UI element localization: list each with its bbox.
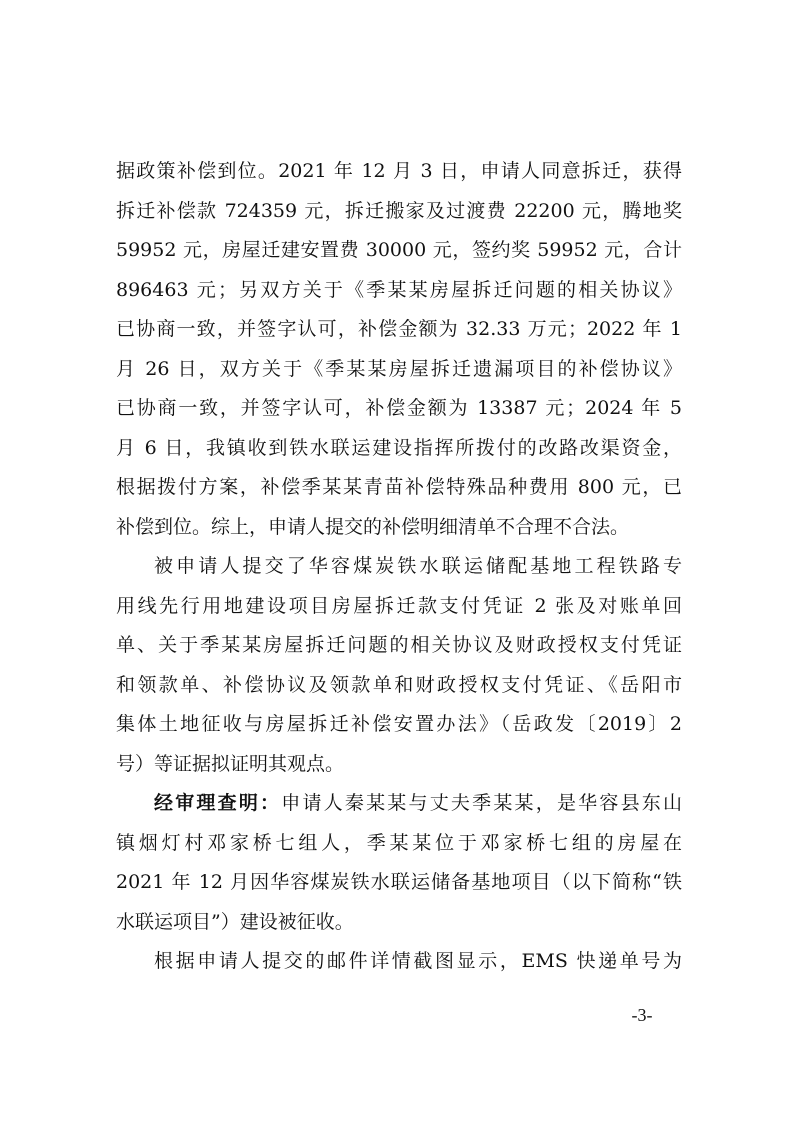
text-line: 拆迁补偿款 724359 元，拆迁搬家及过渡费 22200 元，腾地奖 — [116, 199, 682, 222]
text-line: 59952 元，房屋迁建安置费 30000 元，签约奖 59952 元，合计 — [116, 239, 682, 261]
text-line: 用线先行用地建设项目房屋拆迁款支付凭证 2 张及对账单回 — [116, 594, 682, 617]
text-line: 根据拨付方案，补偿季某某青苗补偿特殊品种费用 800 元，已 — [116, 476, 682, 498]
text-line: 月 6 日，我镇收到铁水联运建设指挥所拨付的改路改渠资金， — [116, 436, 682, 459]
text-line: 2021 年 12 月因华容煤炭铁水联运储备基地项目（以下简称“铁 — [116, 871, 682, 893]
text-line: 单、关于季某某房屋拆迁问题的相关协议及财政授权支付凭证 — [116, 634, 682, 656]
text-line: 集体土地征收与房屋拆迁补偿安置办法》（岳政发〔2019〕2 — [116, 713, 682, 735]
text-line: 已协商一致，并签字认可，补偿金额为 13387 元；2024 年 5 — [116, 397, 682, 419]
text-line: 根据申请人提交的邮件详情截图显示，EMS 快递单号为 — [154, 950, 682, 972]
text-line: 据政策补偿到位。2021 年 12 月 3 日，申请人同意拆迁，获得 — [116, 160, 682, 182]
text-line: 月 26 日，双方关于《季某某房屋拆迁遗漏项目的补偿协议》 — [116, 357, 682, 380]
document-body — [116, 152, 682, 982]
text-line — [116, 784, 682, 824]
finding-heading: 经审理查明： — [154, 792, 282, 814]
text-line: 号）等证据拟证明其观点。 — [116, 752, 345, 775]
text-line: 已协商一致，并签字认可，补偿金额为 32.33 万元；2022 年 1 — [116, 318, 682, 340]
text-line: 被申请人提交了华容煤炭铁水联运储配基地工程铁路专 — [154, 555, 682, 577]
text-line: 镇烟灯村邓家桥七组人，季某某位于邓家桥七组的房屋在 — [116, 831, 682, 854]
text-line: 补偿到位。综上，申请人提交的补偿明细清单不合理不合法。 — [116, 515, 630, 538]
text-line: 水联运项目”）建设被征收。 — [116, 910, 354, 933]
text-line: 和领款单、补偿协议及领款单和财政授权支付凭证、《岳阳市 — [116, 673, 682, 696]
page-number: -3- — [631, 1005, 653, 1025]
text-span: 申请人秦某某与丈夫季某某，是华容县东山 — [281, 792, 682, 814]
text-line: 896463 元；另双方关于《季某某房屋拆迁问题的相关协议》 — [116, 278, 682, 301]
